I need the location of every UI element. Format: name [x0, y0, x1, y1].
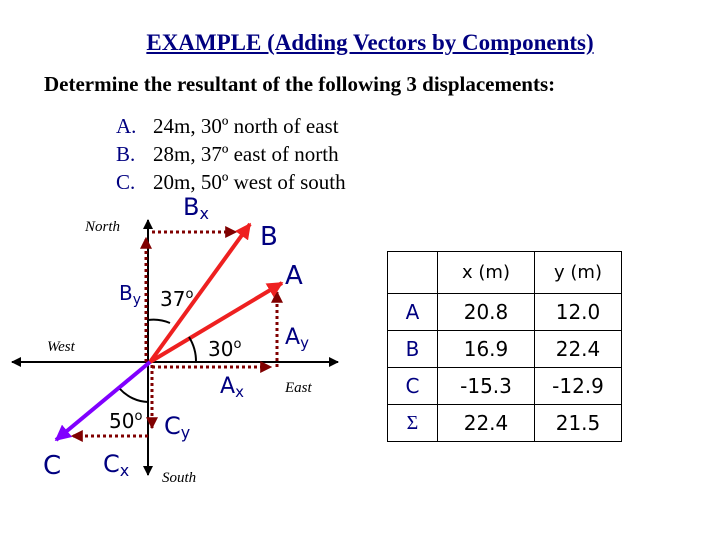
cell-y: 22.4 — [535, 331, 622, 368]
cell-y: -12.9 — [535, 368, 622, 405]
label-vector-a: A — [285, 261, 303, 291]
table-row — [388, 331, 622, 368]
label-ay — [285, 325, 309, 352]
displacement-b-letter: B. — [116, 142, 136, 166]
angle-label-a-value: 30 — [208, 337, 234, 361]
label-bx — [183, 193, 209, 223]
label-ay-sub: y — [300, 334, 309, 352]
label-by-base: B — [119, 281, 133, 305]
label-cy — [164, 412, 190, 442]
angle-label-b-degree: o — [185, 287, 194, 302]
label-cy-sub: y — [180, 423, 191, 442]
label-cx-sub: x — [119, 461, 130, 480]
cell-x-sum: 22.4 — [438, 405, 535, 442]
row-label: C — [388, 368, 438, 405]
sum-label: Σ — [388, 405, 438, 442]
components-table — [387, 251, 622, 442]
label-ay-base: A — [285, 325, 301, 350]
table-row — [388, 368, 622, 405]
table-header-x: x (m) — [438, 252, 535, 294]
table-header-y: y (m) — [535, 252, 622, 294]
label-ax-base: A — [220, 374, 236, 399]
cell-y: 12.0 — [535, 294, 622, 331]
label-vector-b: B — [260, 222, 278, 252]
angle-label-c-degree: o — [134, 409, 143, 424]
row-label: B — [388, 331, 438, 368]
label-ax — [220, 374, 244, 401]
label-west: West — [47, 339, 75, 355]
table-row-sum — [388, 405, 622, 442]
label-south: South — [162, 470, 197, 486]
table-header-row — [388, 252, 622, 294]
label-ax-sub: x — [235, 383, 244, 401]
row-label: A — [388, 294, 438, 331]
cell-x: -15.3 — [438, 368, 535, 405]
label-cx-base: C — [103, 450, 120, 478]
label-north: North — [85, 219, 121, 235]
cell-y-sum: 21.5 — [535, 405, 622, 442]
problem-statement: Determine the resultant of the following 3 displacements: — [44, 72, 556, 96]
page-title: EXAMPLE (Adding Vectors by Components) — [146, 30, 594, 55]
angle-label-a — [208, 337, 241, 361]
cell-x: 20.8 — [438, 294, 535, 331]
cell-x: 16.9 — [438, 331, 535, 368]
label-vector-c: C — [43, 451, 62, 481]
angle-arc-a — [189, 337, 196, 362]
label-east: East — [285, 380, 312, 396]
displacement-c-letter: C. — [116, 170, 136, 194]
angle-label-a-degree: o — [233, 337, 242, 352]
displacement-a-text: 24m, 30º north of east — [153, 114, 339, 138]
angle-arc-c — [120, 389, 148, 402]
label-by — [119, 281, 141, 308]
displacement-a-letter: A. — [116, 114, 137, 138]
displacement-b-text: 28m, 37º east of north — [153, 142, 339, 166]
angle-label-c — [109, 409, 142, 433]
angle-arc-b — [148, 320, 170, 323]
label-cy-base: C — [164, 412, 181, 440]
vector-c — [56, 362, 150, 440]
label-bx-sub: x — [199, 204, 209, 223]
label-by-sub: y — [132, 292, 142, 308]
table-header-corner — [388, 252, 438, 294]
angle-label-c-value: 50 — [109, 409, 135, 433]
displacement-c-text: 20m, 50º west of south — [153, 170, 346, 194]
table-row — [388, 294, 622, 331]
label-cx — [103, 450, 129, 480]
label-bx-base: B — [183, 193, 200, 221]
angle-label-b-value: 37 — [160, 287, 186, 311]
